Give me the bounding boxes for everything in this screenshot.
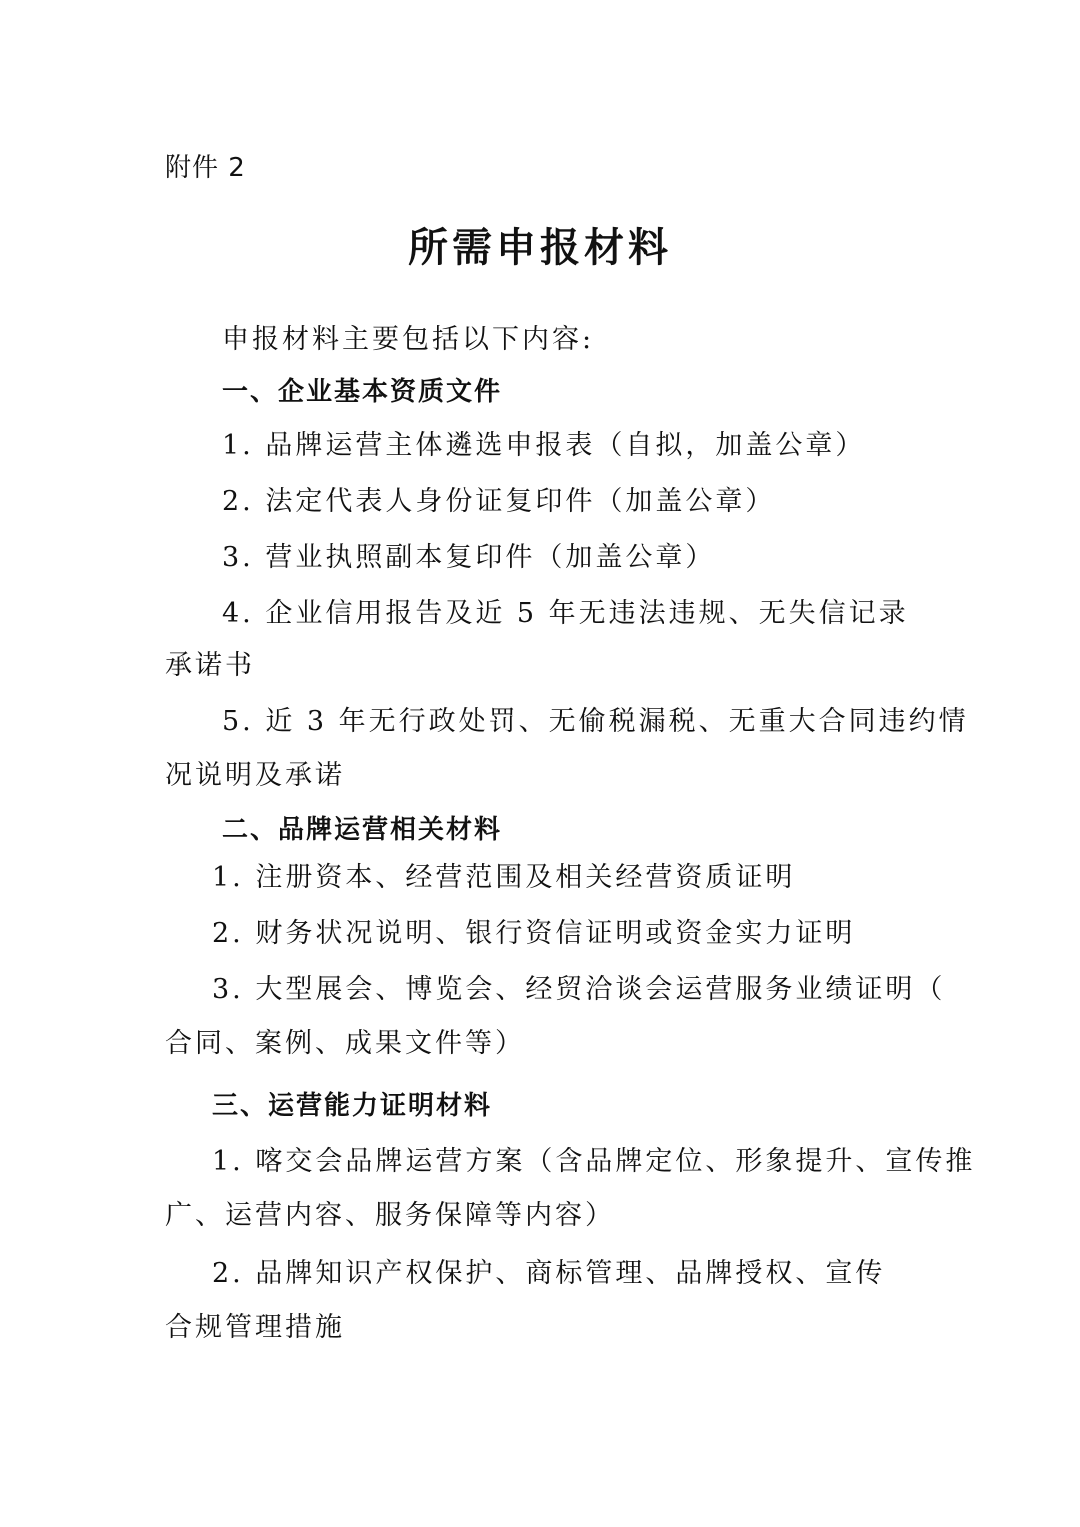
list-item: 1. 喀交会品牌运营方案（含品牌定位、形象提升、宣传推 [212, 1146, 976, 1177]
list-item: 2. 品牌知识产权保护、商标管理、品牌授权、宣传 [212, 1258, 886, 1289]
list-item-continuation: 广、运营内容、服务保障等内容） [165, 1200, 615, 1231]
section-heading: 一、企业基本资质文件 [222, 377, 503, 407]
list-item-continuation: 承诺书 [165, 650, 255, 681]
list-item: 3. 营业执照副本复印件（加盖公章） [222, 542, 716, 573]
section-heading: 二、品牌运营相关材料 [222, 815, 503, 845]
list-item-continuation: 合同、案例、成果文件等） [165, 1028, 525, 1059]
list-item: 1. 注册资本、经营范围及相关经营资质证明 [212, 862, 796, 893]
list-item-continuation: 况说明及承诺 [165, 760, 345, 791]
attachment-label: 附件 2 [165, 153, 246, 183]
document-title: 所需申报材料 [408, 224, 672, 271]
list-item: 5. 近 3 年无行政处罚、无偷税漏税、无重大合同违约情 [222, 706, 969, 737]
list-item: 4. 企业信用报告及近 5 年无违法违规、无失信记录 [222, 598, 909, 629]
list-item: 1. 品牌运营主体遴选申报表（自拟，加盖公章） [222, 430, 866, 461]
list-item: 2. 财务状况说明、银行资信证明或资金实力证明 [212, 918, 856, 949]
section-heading: 三、运营能力证明材料 [212, 1091, 493, 1121]
list-item-continuation: 合规管理措施 [165, 1312, 345, 1343]
intro-text: 申报材料主要包括以下内容: [222, 324, 595, 355]
list-item: 3. 大型展会、博览会、经贸洽谈会运营服务业绩证明（ [212, 974, 946, 1005]
list-item: 2. 法定代表人身份证复印件（加盖公章） [222, 486, 776, 517]
